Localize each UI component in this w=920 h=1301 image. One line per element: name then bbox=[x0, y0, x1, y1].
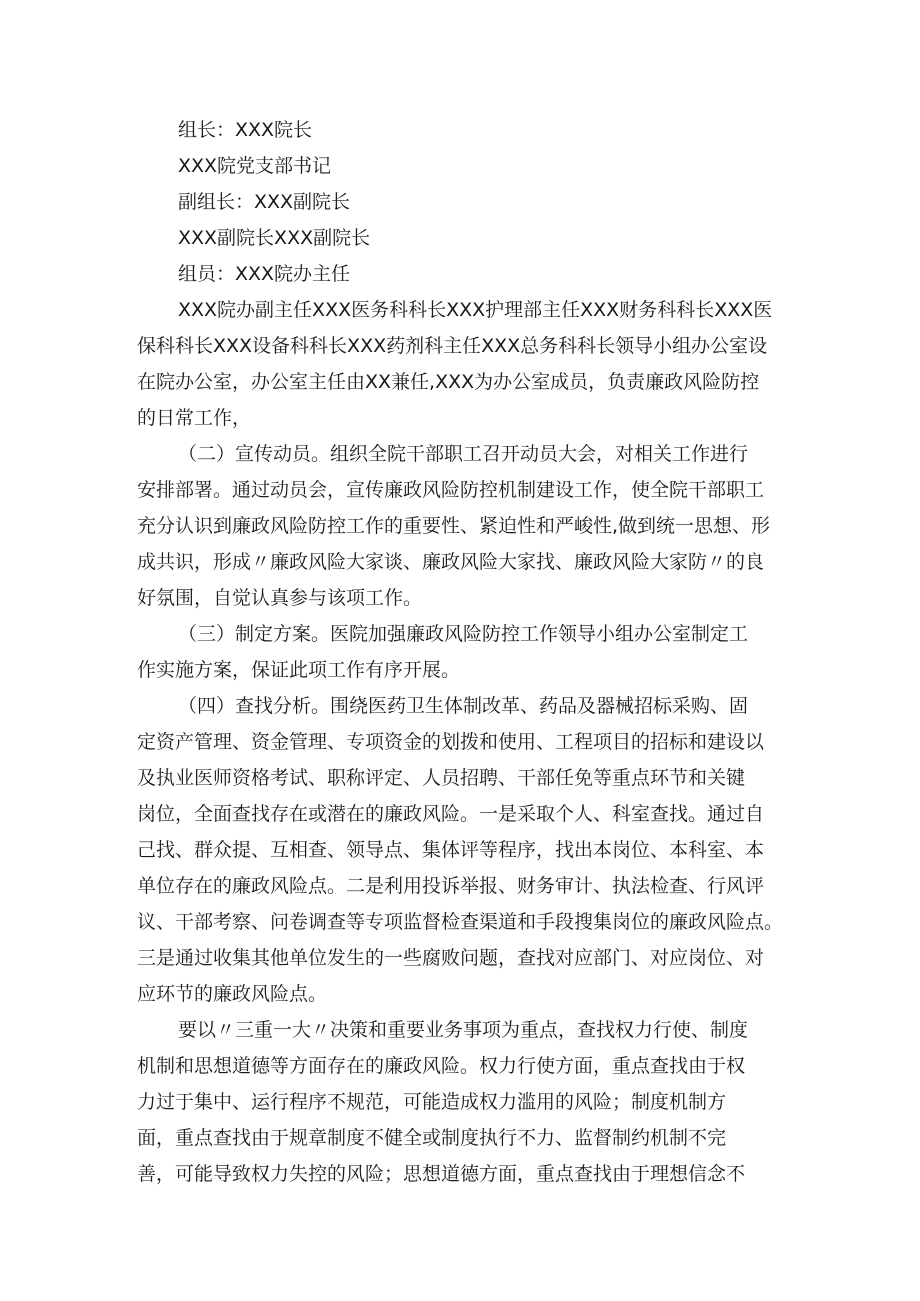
text-line: 组长：XXX院长 bbox=[178, 119, 313, 141]
text-line: XXX院党支部书记 bbox=[178, 155, 332, 177]
text-line: 单位存在的廉政风险点。二是利用投诉举报、财务审计、执法检查、行风评 bbox=[137, 875, 765, 897]
text-line: XXX副院长XXX副院长 bbox=[178, 227, 371, 249]
text-line: （三）制定方案。医院加强廉政风险防控工作领导小组办公室制定工 bbox=[178, 623, 749, 645]
text-line: XXX院办副主任XXX医务科科长XXX护理部主任XXX财务科科长XXX医 bbox=[178, 299, 773, 321]
text-line: 善，可能导致权力失控的风险；思想道德方面，重点查找由于理想信念不 bbox=[137, 1163, 746, 1185]
text-line: 要以〃三重一大〃决策和重要业务事项为重点，查找权力行使、制度 bbox=[178, 1019, 749, 1041]
text-line: 作实施方案，保证此项工作有序开展。 bbox=[137, 659, 461, 681]
text-line: 的日常工作， bbox=[137, 407, 252, 429]
text-line: 定资产管理、资金管理、专项资金的划拨和使用、工程项目的招标和建设以 bbox=[137, 731, 765, 753]
text-line: 组员：XXX院办主任 bbox=[178, 263, 351, 285]
text-line: 副组长：XXX副院长 bbox=[178, 191, 351, 213]
text-line: 成共识，形成〃廉政风险大家谈、廉政风险大家找、廉政风险大家防〃的良 bbox=[137, 551, 765, 573]
text-line: 议、干部考察、问卷调查等专项监督检查渠道和手段搜集岗位的廉政风险点。 bbox=[137, 911, 784, 933]
text-line: 好氛围，自觉认真参与该项工作。 bbox=[137, 587, 423, 609]
text-line: 面，重点查找由于规章制度不健全或制度执行不力、监督制约机制不完 bbox=[137, 1127, 727, 1149]
text-line: 己找、群众提、互相查、领导点、集体评等程序，找出本岗位、本科室、本 bbox=[137, 839, 765, 861]
text-line: 安排部署。通过动员会，宣传廉政风险防控机制建设工作，使全院干部职工 bbox=[137, 479, 765, 501]
text-line: 三是通过收集其他单位发生的一些腐败问题，查找对应部门、对应岗位、对 bbox=[137, 947, 765, 969]
text-line: 应环节的廉政风险点。 bbox=[137, 983, 328, 1005]
text-line: 充分认识到廉政风险防控工作的重要性、紧迫性和严峻性,做到统一思想、形 bbox=[137, 515, 771, 537]
text-line: 力过于集中、运行程序不规范，可能造成权力滥用的风险；制度机制方 bbox=[137, 1091, 727, 1113]
text-line: （二）宣传动员。组织全院干部职工召开动员大会，对相关工作进行 bbox=[178, 443, 749, 465]
text-line: 保科科长XXX设备科科长XXX药剂科主任XXX总务科科长领导小组办公室设 bbox=[137, 335, 768, 357]
text-line: （四）查找分析。围绕医药卫生体制改革、药品及器械招标采购、固 bbox=[178, 695, 749, 717]
text-line: 机制和思想道德等方面存在的廉政风险。权力行使方面，重点查找由于权 bbox=[137, 1055, 746, 1077]
text-line: 及执业医师资格考试、职称评定、人员招聘、干部任免等重点环节和关键 bbox=[137, 767, 746, 789]
text-line: 在院办公室，办公室主任由XX兼任,XXX为办公室成员，负责廉政风险防控 bbox=[137, 371, 760, 393]
text-line: 岗位，全面查找存在或潜在的廉政风险。一是采取个人、科室查找。通过自 bbox=[137, 803, 765, 825]
